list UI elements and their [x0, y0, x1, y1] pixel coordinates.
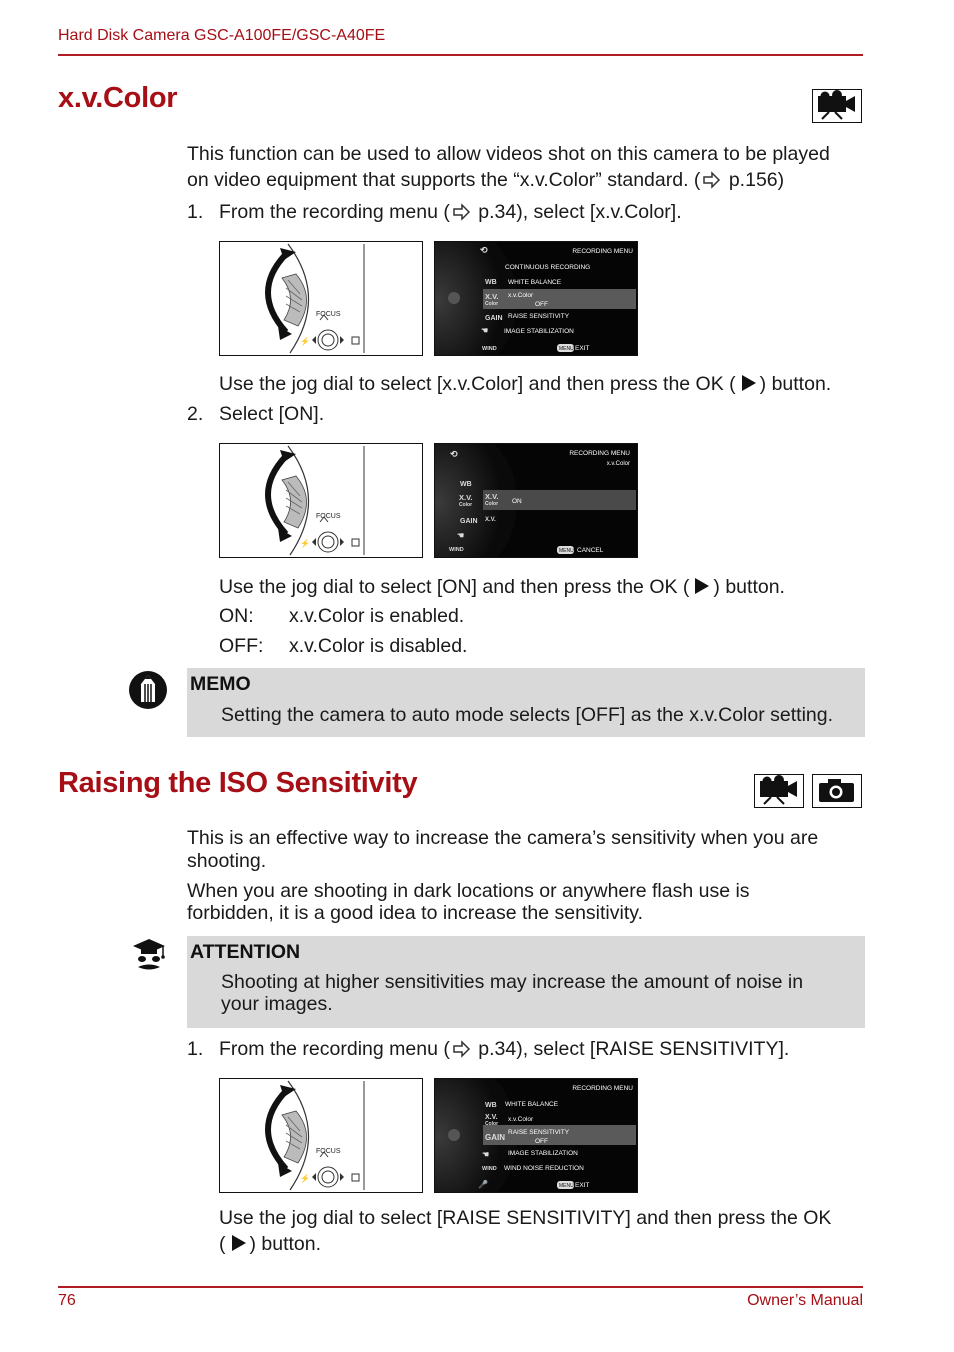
memo-box [187, 668, 865, 737]
page-reference-arrow-icon [452, 1039, 471, 1065]
focus-label: FOCUS [316, 513, 341, 520]
movie-camera-icon [812, 89, 862, 123]
svg-text:EXIT: EXIT [575, 345, 590, 352]
iso-para2-line2: forbidden, it is a good idea to increase the sensitivity. [187, 902, 643, 924]
svg-text:X.V.: X.V. [485, 517, 496, 523]
attention-text-line1: Shooting at higher sensitivities may increase the amount of noise in [221, 971, 804, 993]
svg-text:⟲: ⟲ [450, 449, 458, 459]
svg-text:GAIN: GAIN [460, 518, 478, 525]
svg-text:GAIN: GAIN [485, 1133, 505, 1142]
movie-camera-icon [754, 774, 804, 808]
svg-text:⚡: ⚡ [300, 337, 310, 346]
svg-text:OFF: OFF [535, 301, 548, 308]
focus-label: FOCUS [316, 1148, 341, 1155]
svg-text:RECORDING MENU: RECORDING MENU [569, 450, 630, 457]
manual-title: Owner’s Manual [747, 1292, 863, 1309]
xvcolor-step-1-note: Use the jog dial to select [x.v.Color] and then press the OK ( ) button. [219, 371, 831, 400]
svg-text:EXIT: EXIT [575, 1182, 590, 1189]
running-header: Hard Disk Camera GSC-A100FE/GSC-A40FE [58, 27, 386, 44]
svg-text:RAISE SENSITIVITY: RAISE SENSITIVITY [508, 1129, 570, 1136]
svg-text:x.v.Color: x.v.Color [508, 292, 534, 299]
svg-text:WB: WB [485, 1102, 497, 1109]
attention-label: ATTENTION [190, 941, 301, 963]
play-ok-icon [691, 576, 711, 603]
footer-rule [58, 1286, 863, 1288]
svg-text:Color: Color [485, 1121, 499, 1127]
iso-para2-line1: When you are shooting in dark locations or anywhere flash use is [187, 880, 750, 902]
svg-text:X.V.: X.V. [485, 292, 499, 301]
iso-para1-line1: This is an effective way to increase the camera’s sensitivity when you are [187, 827, 819, 849]
svg-text:Color: Color [485, 301, 499, 307]
svg-text:⟲: ⟲ [480, 245, 488, 255]
recording-menu-screen-3 [434, 1078, 638, 1193]
memo-pencil-icon [128, 670, 168, 715]
svg-text:WIND: WIND [449, 547, 464, 553]
svg-text:CONTINUOUS RECORDING: CONTINUOUS RECORDING [505, 264, 591, 271]
svg-text:WHITE BALANCE: WHITE BALANCE [508, 279, 562, 286]
iso-step-1-note-line2: ( ) button. [219, 1231, 321, 1260]
attention-box [187, 936, 865, 1028]
camera-jog-dial-figure [219, 443, 423, 558]
option-off: OFF: x.v.Color is disabled. [219, 635, 468, 657]
svg-text:x.v.Color: x.v.Color [606, 461, 630, 467]
section-title-xvcolor: x.v.Color [58, 82, 178, 114]
focus-label: FOCUS [316, 311, 341, 318]
svg-text:Color: Color [459, 502, 473, 508]
svg-text:WIND: WIND [482, 1166, 497, 1172]
svg-text:☚: ☚ [482, 1150, 490, 1159]
svg-text:⚡: ⚡ [300, 539, 310, 548]
svg-text:MENU: MENU [559, 548, 574, 554]
svg-text:IMAGE STABILIZATION: IMAGE STABILIZATION [504, 328, 574, 335]
play-ok-icon [228, 1233, 248, 1260]
svg-text:WIND NOISE REDUCTION: WIND NOISE REDUCTION [504, 1165, 584, 1172]
svg-text:☚: ☚ [457, 531, 465, 540]
camera-jog-dial-figure [219, 241, 423, 356]
svg-text:OFF: OFF [535, 1138, 548, 1145]
svg-text:RAISE SENSITIVITY: RAISE SENSITIVITY [508, 313, 570, 320]
recording-menu-screen-1 [434, 241, 638, 356]
still-camera-icon [812, 774, 862, 808]
attention-professor-icon [130, 936, 168, 979]
memo-label: MEMO [190, 673, 251, 695]
attention-text-line2: your images. [221, 993, 333, 1015]
play-ok-icon [738, 373, 758, 400]
svg-text:MENU: MENU [559, 346, 574, 352]
svg-text:🎤: 🎤 [478, 1180, 488, 1189]
recording-menu-screen-2 [434, 443, 638, 558]
xvcolor-step-2: 2. Select [ON]. [187, 403, 325, 425]
camera-jog-dial-figure [219, 1078, 423, 1193]
xvcolor-intro-line1: This function can be used to allow videos shot on this camera to be played [187, 143, 830, 165]
svg-text:x.v.Color: x.v.Color [508, 1116, 534, 1123]
page-number: 76 [58, 1292, 76, 1309]
svg-text:☚: ☚ [481, 326, 489, 335]
svg-text:RECORDING MENU: RECORDING MENU [572, 1085, 633, 1092]
svg-text:RECORDING MENU: RECORDING MENU [572, 248, 633, 255]
svg-text:Color: Color [485, 501, 499, 507]
xvcolor-intro-line2: on video equipment that supports the “x.v.Color” standard. ( p.156) [187, 167, 784, 196]
xvcolor-step-2-note: Use the jog dial to select [ON] and then press the OK ( ) button. [219, 574, 785, 603]
svg-text:WIND: WIND [482, 346, 497, 352]
svg-text:CANCEL: CANCEL [577, 547, 604, 554]
xvcolor-step-1: 1. From the recording menu ( p.34), select [x.v.Color]. [187, 199, 682, 228]
page-reference-arrow-icon [702, 170, 721, 196]
svg-text:GAIN: GAIN [485, 315, 503, 322]
svg-text:MENU: MENU [559, 1183, 574, 1189]
svg-text:WB: WB [460, 481, 472, 488]
svg-text:X.V.: X.V. [485, 492, 499, 501]
page-reference-arrow-icon [452, 202, 471, 228]
iso-para1-line2: shooting. [187, 850, 267, 872]
section-title-iso: Raising the ISO Sensitivity [58, 767, 418, 799]
svg-text:X.V.: X.V. [459, 493, 473, 502]
svg-text:IMAGE STABILIZATION: IMAGE STABILIZATION [508, 1150, 578, 1157]
svg-text:WHITE BALANCE: WHITE BALANCE [505, 1101, 559, 1108]
svg-text:X.V.: X.V. [485, 1114, 498, 1121]
header-rule [58, 54, 863, 56]
option-on: ON: x.v.Color is enabled. [219, 605, 465, 627]
svg-text:⚡: ⚡ [300, 1174, 310, 1183]
iso-step-1-note-line1: Use the jog dial to select [RAISE SENSITIVITY] and then press the OK [219, 1207, 832, 1229]
svg-text:WB: WB [485, 279, 497, 286]
svg-text:ON: ON [512, 498, 522, 505]
iso-step-1: 1. From the recording menu ( p.34), select [RAISE SENSITIVITY]. [187, 1036, 789, 1065]
memo-text: Setting the camera to auto mode selects [OFF] as the x.v.Color setting. [221, 704, 834, 726]
